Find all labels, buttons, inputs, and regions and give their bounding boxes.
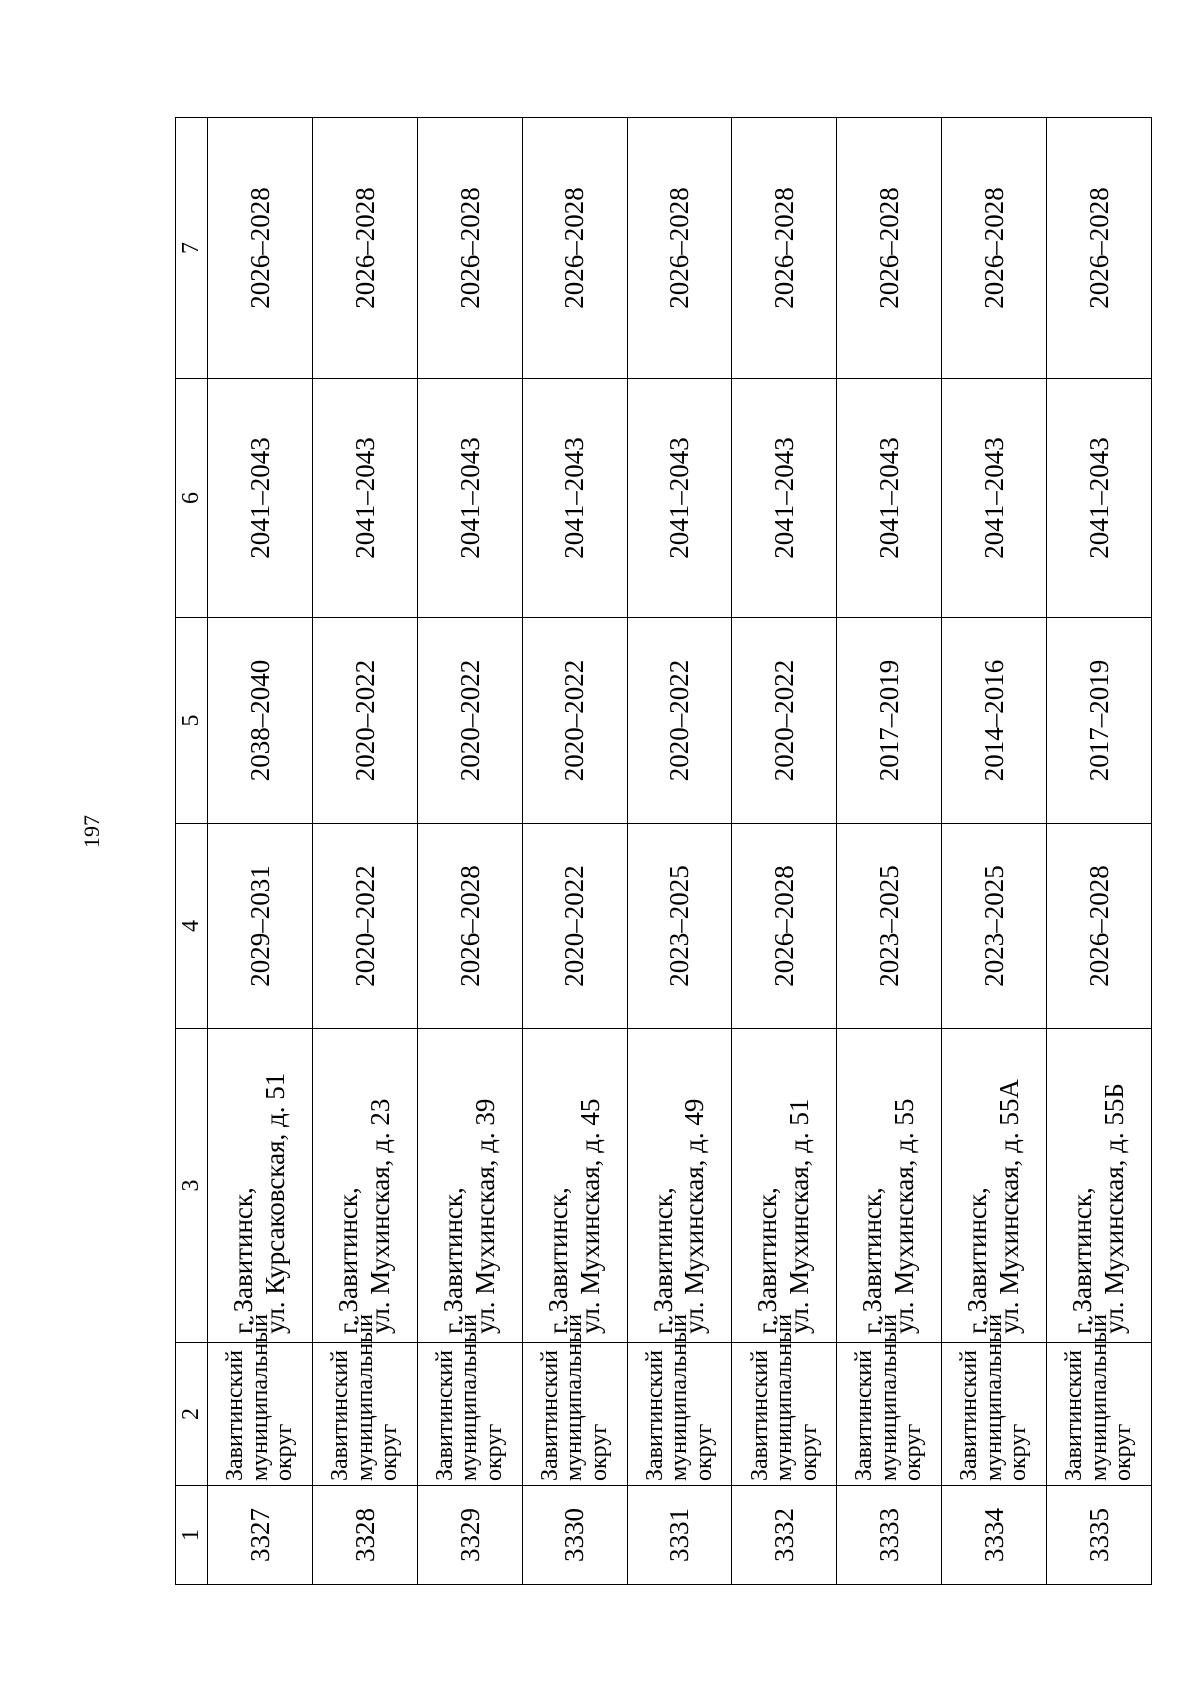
period-value: 2020–2022 bbox=[769, 659, 800, 782]
period-value: 2020–2022 bbox=[664, 659, 695, 782]
period-value: 2026–2028 bbox=[454, 865, 485, 987]
page-number: 197 bbox=[79, 815, 104, 848]
period-cell-col6 bbox=[627, 379, 732, 618]
column-header: 3 bbox=[176, 1029, 208, 1343]
district-line: округ bbox=[1005, 1423, 1032, 1481]
table-row bbox=[522, 118, 627, 1585]
district-line: муниципальный bbox=[771, 1313, 798, 1481]
period-cell-col7 bbox=[942, 118, 1047, 379]
period-cell-col4 bbox=[942, 824, 1047, 1029]
period-cell-col7 bbox=[837, 118, 942, 379]
address-cell bbox=[1047, 1029, 1152, 1343]
period-value: 2023–2025 bbox=[874, 865, 905, 987]
column-header: 4 bbox=[176, 824, 208, 1029]
address-line: г. Завитинск, bbox=[647, 1187, 678, 1334]
district-line: округ bbox=[376, 1423, 403, 1481]
address-line: г. Завитинск, bbox=[752, 1187, 783, 1334]
period-cell-col7 bbox=[417, 118, 522, 379]
district-line: муниципальный bbox=[666, 1313, 693, 1481]
table-row bbox=[732, 118, 837, 1585]
address-line: г. Завитинск, bbox=[437, 1187, 468, 1334]
address-cell bbox=[417, 1029, 522, 1343]
row-number-cell bbox=[1047, 1486, 1152, 1585]
period-value: 2041–2043 bbox=[244, 437, 275, 559]
table-row bbox=[837, 118, 942, 1585]
row-number-cell bbox=[732, 1486, 837, 1585]
period-value: 2026–2028 bbox=[1083, 187, 1114, 309]
district-line: муниципальный bbox=[351, 1313, 378, 1481]
district-line: Завитинский bbox=[222, 1349, 249, 1481]
period-cell-col7 bbox=[627, 118, 732, 379]
column-header: 1 bbox=[176, 1486, 208, 1585]
period-value: 2026–2028 bbox=[874, 187, 905, 309]
period-cell-col5 bbox=[837, 618, 942, 824]
period-cell-col7 bbox=[732, 118, 837, 379]
address-line: ул. Мухинская, д. 39 bbox=[469, 1098, 500, 1334]
period-value: 2041–2043 bbox=[454, 437, 485, 559]
address-line: ул. Мухинская, д. 51 bbox=[784, 1098, 815, 1334]
registry-table bbox=[175, 117, 1152, 1585]
period-value: 2041–2043 bbox=[978, 437, 1009, 559]
district-line: муниципальный bbox=[246, 1313, 273, 1481]
period-cell-col5 bbox=[942, 618, 1047, 824]
address-line: г. Завитинск, bbox=[1067, 1187, 1098, 1334]
period-cell-col7 bbox=[312, 118, 417, 379]
district-line: Завитинский bbox=[327, 1349, 354, 1481]
row-number-cell bbox=[208, 1486, 313, 1585]
address-cell bbox=[627, 1029, 732, 1343]
district-line: Завитинский bbox=[641, 1349, 668, 1481]
period-value: 2017–2019 bbox=[1083, 659, 1114, 782]
district-line: Завитинский bbox=[746, 1349, 773, 1481]
period-cell-col6 bbox=[208, 379, 313, 618]
row-number: 3329 bbox=[454, 1508, 485, 1562]
address-line: ул. Мухинская, д. 23 bbox=[364, 1098, 395, 1334]
header-row bbox=[176, 118, 208, 1585]
district-line: муниципальный bbox=[875, 1313, 902, 1481]
row-number: 3330 bbox=[559, 1508, 590, 1562]
column-header: 7 bbox=[176, 118, 208, 379]
period-value: 2020–2022 bbox=[559, 659, 590, 782]
address-line: ул. Мухинская, д. 55Б bbox=[1099, 1083, 1129, 1334]
column-header: 6 bbox=[176, 379, 208, 618]
address-line: г. Завитинск, bbox=[857, 1187, 888, 1334]
district-line: Завитинский bbox=[1061, 1349, 1088, 1481]
period-value: 2038–2040 bbox=[244, 659, 275, 782]
period-cell-col4 bbox=[417, 824, 522, 1029]
period-value: 2026–2028 bbox=[559, 187, 590, 309]
district-cell bbox=[1047, 1313, 1152, 1486]
district-cell bbox=[312, 1313, 417, 1486]
district-cell bbox=[208, 1313, 313, 1486]
row-number-cell bbox=[942, 1486, 1047, 1585]
period-value: 2041–2043 bbox=[349, 437, 380, 559]
district-line: Завитинский bbox=[851, 1349, 878, 1481]
district-line: округ bbox=[480, 1423, 507, 1481]
district-cell bbox=[627, 1313, 732, 1486]
district-cell bbox=[732, 1313, 837, 1486]
district-line: Завитинский bbox=[431, 1349, 458, 1481]
address-cell bbox=[732, 1029, 837, 1343]
district-line: муниципальный bbox=[456, 1313, 483, 1481]
address-line: г. Завитинск, bbox=[962, 1187, 993, 1334]
address-cell bbox=[942, 1029, 1047, 1343]
period-cell-col4 bbox=[837, 824, 942, 1029]
address-line: ул. Мухинская, д. 45 bbox=[574, 1098, 605, 1334]
address-line: г. Завитинск, bbox=[542, 1187, 573, 1334]
district-cell bbox=[837, 1313, 942, 1486]
table-row bbox=[417, 118, 522, 1585]
period-value: 2023–2025 bbox=[664, 865, 695, 987]
row-number-cell bbox=[312, 1486, 417, 1585]
period-cell-col5 bbox=[732, 618, 837, 824]
district-line: муниципальный bbox=[561, 1313, 588, 1481]
row-number-cell bbox=[417, 1486, 522, 1585]
row-number-cell bbox=[627, 1486, 732, 1585]
table-row bbox=[1047, 118, 1152, 1585]
address-line: г. Завитинск, bbox=[332, 1187, 363, 1334]
table-rotator bbox=[175, 118, 1152, 1585]
period-cell-col5 bbox=[208, 618, 313, 824]
table-row bbox=[208, 118, 313, 1585]
period-cell-col7 bbox=[522, 118, 627, 379]
district-line: муниципальный bbox=[980, 1313, 1007, 1481]
row-number: 3334 bbox=[978, 1508, 1009, 1562]
district-line: округ bbox=[900, 1423, 927, 1481]
address-line: ул. Мухинская, д. 55 bbox=[889, 1098, 920, 1334]
table-row bbox=[312, 118, 417, 1585]
address-cell bbox=[522, 1029, 627, 1343]
period-cell-col6 bbox=[522, 379, 627, 618]
period-cell-col6 bbox=[417, 379, 522, 618]
district-line: округ bbox=[795, 1423, 822, 1481]
table-row bbox=[627, 118, 732, 1585]
period-value: 2041–2043 bbox=[1083, 437, 1114, 559]
period-cell-col6 bbox=[312, 379, 417, 618]
period-cell-col5 bbox=[417, 618, 522, 824]
column-header: 2 bbox=[176, 1343, 208, 1486]
column-header: 5 bbox=[176, 618, 208, 824]
table-row bbox=[942, 118, 1047, 1585]
period-value: 2026–2028 bbox=[454, 187, 485, 309]
district-cell bbox=[417, 1313, 522, 1486]
table-body bbox=[208, 118, 1152, 1585]
row-number-cell bbox=[837, 1486, 942, 1585]
row-number: 3332 bbox=[769, 1508, 800, 1562]
period-cell-col5 bbox=[312, 618, 417, 824]
period-value: 2026–2028 bbox=[244, 187, 275, 309]
period-cell-col4 bbox=[312, 824, 417, 1029]
address-line: ул. Курсаковская, д. 51 bbox=[259, 1072, 290, 1334]
address-cell bbox=[837, 1029, 942, 1343]
period-value: 2026–2028 bbox=[349, 187, 380, 309]
period-value: 2026–2028 bbox=[978, 187, 1009, 309]
district-line: округ bbox=[585, 1423, 612, 1481]
district-line: муниципальный bbox=[1085, 1313, 1112, 1481]
district-cell bbox=[942, 1313, 1047, 1486]
address-line: ул. Мухинская, д. 55А bbox=[994, 1079, 1025, 1334]
row-number: 3335 bbox=[1083, 1508, 1114, 1562]
address-line: ул. Мухинская, д. 49 bbox=[679, 1098, 710, 1334]
period-value: 2020–2022 bbox=[454, 659, 485, 782]
period-cell-col5 bbox=[522, 618, 627, 824]
period-value: 2041–2043 bbox=[559, 437, 590, 559]
row-number: 3328 bbox=[349, 1508, 380, 1562]
row-number: 3327 bbox=[244, 1508, 275, 1562]
district-line: Завитинский bbox=[956, 1349, 983, 1481]
district-line: округ bbox=[271, 1423, 298, 1481]
district-line: округ bbox=[1110, 1423, 1137, 1481]
period-cell-col5 bbox=[1047, 618, 1152, 824]
period-cell-col7 bbox=[1047, 118, 1152, 379]
address-cell bbox=[208, 1029, 313, 1343]
period-cell-col4 bbox=[522, 824, 627, 1029]
period-cell-col6 bbox=[1047, 379, 1152, 618]
period-cell-col4 bbox=[1047, 824, 1152, 1029]
period-value: 2029–2031 bbox=[244, 865, 275, 987]
period-value: 2020–2022 bbox=[349, 865, 380, 987]
period-cell-col4 bbox=[732, 824, 837, 1029]
row-number-cell bbox=[522, 1486, 627, 1585]
period-value: 2026–2028 bbox=[769, 865, 800, 987]
period-cell-col6 bbox=[732, 379, 837, 618]
period-value: 2026–2028 bbox=[769, 187, 800, 309]
period-value: 2026–2028 bbox=[1083, 865, 1114, 987]
district-line: округ bbox=[690, 1423, 717, 1481]
period-value: 2041–2043 bbox=[664, 437, 695, 559]
period-value: 2017–2019 bbox=[874, 659, 905, 782]
period-cell-col4 bbox=[627, 824, 732, 1029]
period-cell-col7 bbox=[208, 118, 313, 379]
period-cell-col6 bbox=[837, 379, 942, 618]
period-cell-col6 bbox=[942, 379, 1047, 618]
district-cell bbox=[522, 1313, 627, 1486]
row-number: 3331 bbox=[664, 1508, 695, 1562]
period-value: 2041–2043 bbox=[769, 437, 800, 559]
address-line: г. Завитинск, bbox=[228, 1187, 259, 1334]
period-value: 2023–2025 bbox=[978, 865, 1009, 987]
period-cell-col5 bbox=[627, 618, 732, 824]
period-cell-col4 bbox=[208, 824, 313, 1029]
period-value: 2020–2022 bbox=[559, 865, 590, 987]
row-number: 3333 bbox=[874, 1508, 905, 1562]
address-cell bbox=[312, 1029, 417, 1343]
district-line: Завитинский bbox=[536, 1349, 563, 1481]
period-value: 2026–2028 bbox=[664, 187, 695, 309]
period-value: 2020–2022 bbox=[349, 659, 380, 782]
period-value: 2041–2043 bbox=[874, 437, 905, 559]
period-value: 2014–2016 bbox=[978, 659, 1009, 782]
